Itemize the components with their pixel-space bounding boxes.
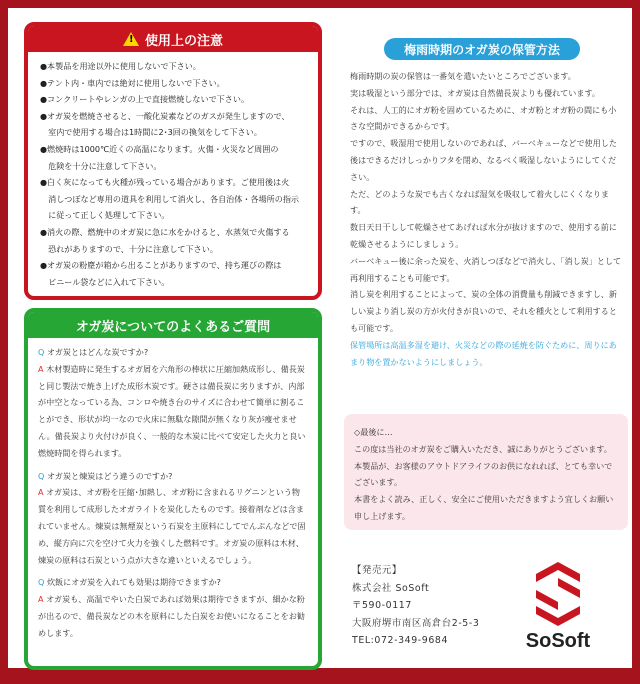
answer-text: オガ炭も、高温でやいた白炭であれば効果は期待できますが、細かな粉が出るので、備長炭などの木を原料にした白炭をお使いになることをお勧めします。 xyxy=(38,594,305,638)
warning-triangle-icon: ! xyxy=(123,32,139,46)
caution-item: ●白く灰になっても火種が残っている場合があります。ご使用後は火 xyxy=(40,177,290,188)
question-text: オガ炭と煉炭はどう違うのですか? xyxy=(46,470,173,481)
caution-item: 危険を十分に注意して下さい。 xyxy=(40,160,162,171)
faq-question xyxy=(38,344,308,361)
caution-item: ●オガ炭の粉塵が箱から出ることがありますので、持ち運びの際は xyxy=(40,260,282,271)
seller-address: 大阪府堺市南区高倉台2-5-3 xyxy=(352,617,480,629)
question-text: 炊飯にオガ炭を入れても効果は期待できますか? xyxy=(46,577,221,588)
seller-label: 【発売元】 xyxy=(352,565,402,576)
question-marker: Q xyxy=(38,470,45,481)
caution-item: 消しつぼなど専用の道具を利用して消火し、各自治体・各場所の指示 xyxy=(40,193,300,204)
storage-paragraph: 梅雨時期の炭の保管は一番気を遣いたいところでございます。 xyxy=(350,71,576,81)
faq-header xyxy=(28,312,318,338)
seller-postal: 〒590-0117 xyxy=(352,600,412,611)
sosoft-logo-mark xyxy=(518,560,598,630)
closing-line: 本製品が、お客様のアウトドアライフのお供になれれば、とても幸いでございます。 xyxy=(354,460,613,488)
question-marker: Q xyxy=(38,577,45,588)
storage-paragraph: ただ、どのような炭でも古くなれば湿気を吸収して着火しにくくなります。 xyxy=(350,188,610,216)
caution-item: ●オガ炭を燃焼させると、一酸化炭素などのガスが発生しますので、 xyxy=(40,110,290,121)
faq-answer xyxy=(38,591,308,641)
storage-paragraph: 消し炭を利用することによって、炭の全体の消費量も削減できますし、新しい炭より消し炭の方が火付きが良いので、それを種火として利用するとも可能です。 xyxy=(350,289,617,333)
answer-marker: A xyxy=(38,363,44,374)
answer-text: オガ炭は、オガ粉を圧縮･加熱し、オガ粉に含まれるリグニンという物質を利用して成形したオガライトを炭化したものです。接着剤などは含まれていません。煉炭は無煙炭という石炭を主原料にしてでんぷんなどで固め、縦方向に穴を空けて火力を強くした燃料です。オガ炭の原料は木材、煉炭の原料は石炭という点が大きな違いといえるでしょう。 xyxy=(38,487,306,565)
storage-paragraph: 数日天日干しして乾燥させてあげれば水分が抜けますので、使用する前に乾燥させるようにしましょう。 xyxy=(350,222,617,249)
caution-panel xyxy=(24,22,322,300)
caution-item: ●消火の際、燃焼中のオガ炭に急に水をかけると、水蒸気で火傷する xyxy=(40,226,290,237)
caution-title: 使用上の注意 xyxy=(144,33,223,49)
answer-marker: A xyxy=(38,487,44,498)
question-text: オガ炭とはどんな炭ですか? xyxy=(46,347,149,357)
manual-sheet xyxy=(8,8,632,668)
faq-panel xyxy=(24,308,322,670)
faq-answer xyxy=(38,361,308,462)
faq-list xyxy=(28,338,318,642)
storage-title: 梅雨時期のオガ炭の保管方法 xyxy=(384,38,580,60)
caution-item: に従って正しく処理して下さい。 xyxy=(40,210,170,221)
caution-item: ●テント内・車内では絶対に使用しないで下さい。 xyxy=(40,77,225,88)
closing-line: 本書をよく読み、正しく、安全にご使用いただきますよう宜しくお願い申し上げます。 xyxy=(354,494,614,521)
caution-header xyxy=(28,26,318,52)
faq-question xyxy=(38,574,308,591)
storage-paragraph: バーベキュー後に余った炭を、火消しつぼなどで消火し、「消し炭」として再利用することも可能です。 xyxy=(350,255,622,283)
closing-heading: ◇最後に… xyxy=(354,427,393,437)
faq-title: オガ炭についてのよくあるご質問 xyxy=(75,319,271,335)
caution-item: ●燃焼時は1000℃近くの高温になります。火傷・火災など周囲の xyxy=(40,143,279,154)
seller-info xyxy=(352,562,479,650)
caution-item: ●本製品を用途以外に使用しないで下さい。 xyxy=(40,61,201,71)
caution-item: ビニール袋などに入れて下さい。 xyxy=(40,276,170,287)
faq-answer xyxy=(38,484,308,568)
closing-box xyxy=(344,414,628,530)
caution-list xyxy=(28,52,318,290)
closing-line: この度は当社のオガ炭をご購入いただき、誠にありがとうございます。 xyxy=(354,443,612,454)
answer-marker: A xyxy=(38,594,44,605)
answer-text: 木材製造時に発生するオガ屑を六角形の棒状に圧縮加熱成形し、備長炭と同じ製法で焼き上げた成形木炭です。硬さは備長炭に劣りますが、内部が中空となっている為、コンロや焼き台のサイズに合わせて簡単に割ることができ、形状が均一なので火床に無駄な隙間が無くなり灰が痩せません。備長炭より火付けが良く、一般的な木炭に比べて安定した火力と良い燃焼時間を得られます。 xyxy=(38,363,306,458)
storage-paragraph: 実は吸湿という部分では、オガ炭は自然備長炭よりも優れています。 xyxy=(350,87,601,98)
storage-paragraph: ですので、吸湿用で使用しないのであれば、バーベキューなどで使用した後はできるだけしっかりフタを閉め、なるべく吸湿しないようにしてください。 xyxy=(350,138,617,182)
seller-company: 株式会社 SoSoft xyxy=(352,582,430,594)
caution-item: 室内で使用する場合は1時間に2･3回の換気をして下さい。 xyxy=(40,127,262,138)
seller-tel: TEL:072-349-9684 xyxy=(352,635,449,646)
faq-question xyxy=(38,468,308,485)
logo-wordmark: SoSoft xyxy=(525,630,591,652)
question-marker: Q xyxy=(38,347,45,357)
caution-item: ●コンクリートやレンガの上で直接燃焼しないで下さい。 xyxy=(40,94,250,105)
storage-text xyxy=(350,68,622,370)
storage-note: 保管場所は高温多湿を避け、火災などの際の延焼を防ぐために、周りにあまり物を置かないようにしましょう。 xyxy=(350,339,617,367)
caution-item: 恐れがありますので、十分に注意して下さい。 xyxy=(40,243,218,254)
storage-paragraph: それは、人工的にオガ粉を固めているために、オガ粉とオガ粉の間にも小さな空間ができるからです。 xyxy=(350,104,617,132)
sosoft-logo xyxy=(518,560,598,656)
